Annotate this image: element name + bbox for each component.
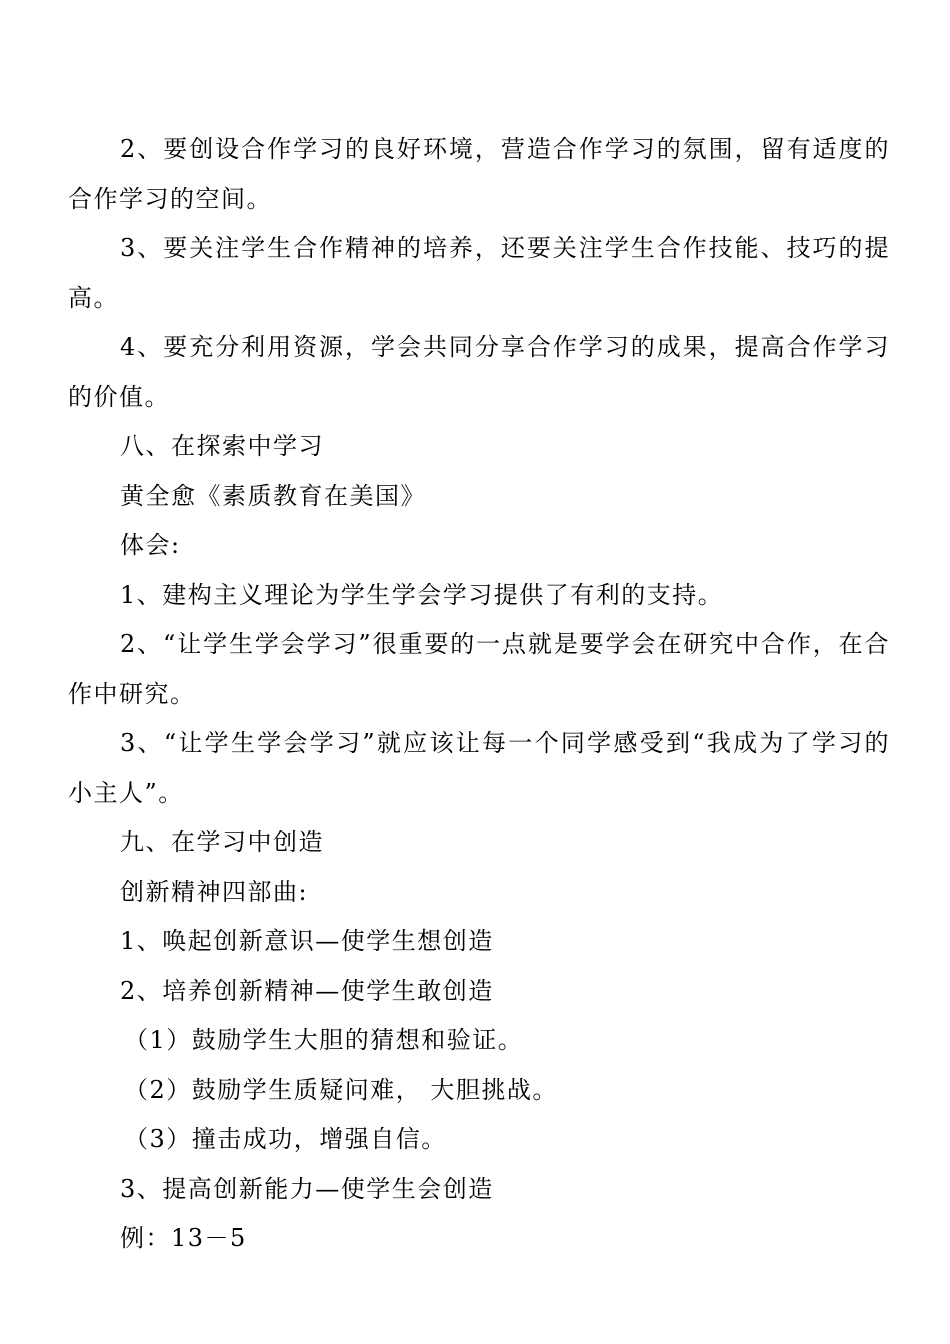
list-item: 2、培养创新精神—使学生敢创造 — [120, 976, 494, 1005]
list-item: 3、提高创新能力—使学生会创造 — [120, 1174, 494, 1203]
paragraph: 黄全愈《素质教育在美国》 — [120, 481, 426, 510]
paragraph: 体会: — [120, 531, 181, 559]
paragraph: 1、建构主义理论为学生学会学习提供了有利的支持。 — [120, 580, 724, 609]
list-item: 1、唤起创新意识—使学生想创造 — [120, 927, 494, 955]
section-heading: 九、在学习中创造 — [120, 828, 324, 856]
sub-list-item: （3）撞击成功，增强自信。 — [124, 1125, 447, 1153]
paragraph: 2、“让学生学会学习”很重要的一点就是要学会在研究中合作，在合作中研究。 — [68, 630, 890, 708]
example-line: 例：13－5 — [120, 1224, 247, 1252]
paragraph: 2、要创设合作学习的良好环境，营造合作学习的氛围，留有适度的合作学习的空间。 — [68, 135, 890, 213]
paragraph: 创新精神四部曲: — [120, 877, 309, 906]
paragraph: 3、要关注学生合作精神的培养，还要关注学生合作技能、技巧的提高。 — [68, 234, 890, 312]
sub-list-item: （2）鼓励学生质疑问难， 大胆挑战。 — [124, 1075, 558, 1104]
document-body — [68, 125, 890, 1264]
section-heading: 八、在探索中学习 — [120, 432, 324, 460]
paragraph: 3、“让学生学会学习”就应该让每一个同学感受到“我成为了学习的小主人”。 — [68, 729, 890, 807]
sub-list-item: （1）鼓励学生大胆的猜想和验证。 — [124, 1026, 524, 1054]
paragraph: 4、要充分利用资源，学会共同分享合作学习的成果，提高合作学习的价值。 — [68, 333, 890, 411]
